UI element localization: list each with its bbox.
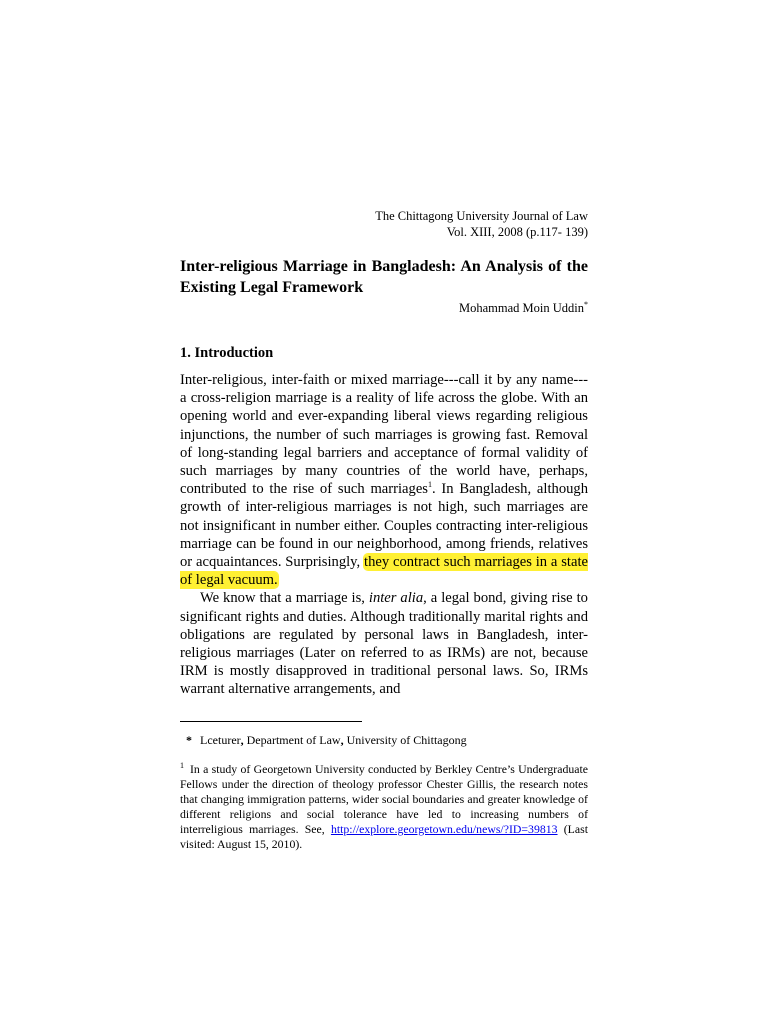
- paragraph-1-text-continued: . In Bangladesh, although growth of inter-religious marriages is not high, such marriages are not insignificant in number either. Couples contracting inter-religious marriage can be found in our neighborhood, among friends, relatives or acquaintances. Surprisingly,: [180, 481, 589, 571]
- footnote-author: [186, 732, 467, 748]
- paragraph-1: [180, 371, 588, 589]
- article-title: Inter-religious Marriage in Bangladesh: An Analysis of the Existing Legal Framework: [180, 258, 588, 296]
- paragraph-2: [180, 589, 588, 698]
- author-footnote-mark: *: [584, 299, 588, 309]
- author-name: Mohammad Moin Uddin: [459, 301, 584, 315]
- journal-volume: Vol. XIII, 2008 (p.117- 139): [446, 225, 588, 239]
- footnote-1-tail: (Last visited: August 15, 2010).: [180, 822, 588, 851]
- footnote-comma-2: ,: [340, 733, 344, 747]
- document-page: [180, 0, 588, 1024]
- paragraph-2-text: We know that a marriage is,: [200, 590, 369, 607]
- footnote-divider: [180, 721, 362, 722]
- footnote-1-link[interactable]: http://explore.georgetown.edu/news/?ID=39813: [330, 822, 558, 836]
- body-text: [180, 371, 588, 699]
- footnote-1: [180, 762, 588, 852]
- article-author: [459, 300, 588, 316]
- footnote-author-role: Lceturer: [200, 733, 241, 747]
- highlighted-text[interactable]: they contract such marriages in a state of legal vacuum.: [180, 554, 588, 589]
- paragraph-1-text: Inter-religious, inter-faith or mixed marriage---call it by any name--- a cross-religion marriage is a reality of life across the globe. With an opening world and ever-expanding liberal views regarding religious injunctions, the number of such marriages is growing fast. Removal of long-standing legal barriers and acceptance of formal validity of such marriages by many countries of the world have, perhaps, contributed to the rise of such marriages: [180, 372, 588, 498]
- footnote-author-univ: University of Chittagong: [343, 733, 467, 747]
- footnote-comma-1: ,: [240, 733, 244, 747]
- paragraph-2-text-continued: , a legal bond, giving rise to significant rights and duties. Although traditionally marital rights and obligations are regulated by personal laws in Bangladesh, inter-religious marriages (Later on referred to as IRMs) are not, because IRM is mostly disapproved in traditional personal laws. So, IRMs warrant alternative arrangements, and: [180, 590, 588, 698]
- footnote-1-number: 1: [180, 761, 184, 771]
- section-heading: 1. Introduction: [180, 345, 274, 361]
- footnote-ref-1[interactable]: 1: [427, 480, 432, 490]
- footnote-author-mark: *: [186, 733, 192, 747]
- italic-phrase: inter alia: [368, 590, 424, 607]
- footnote-author-dept: Department of Law: [243, 733, 341, 747]
- footnote-1-text: In a study of Georgetown University conducted by Berkley Centre’s Undergraduate Fellows under the direction of theology professor Chester Gillis, the research notes that changing immigration patterns, wider social boundaries and greater knowledge of different religions and social tolerance have led to increasing numbers of interreligious marriages. See,: [180, 762, 588, 836]
- journal-name: The Chittagong University Journal of Law: [375, 209, 588, 223]
- journal-header: [375, 208, 588, 240]
